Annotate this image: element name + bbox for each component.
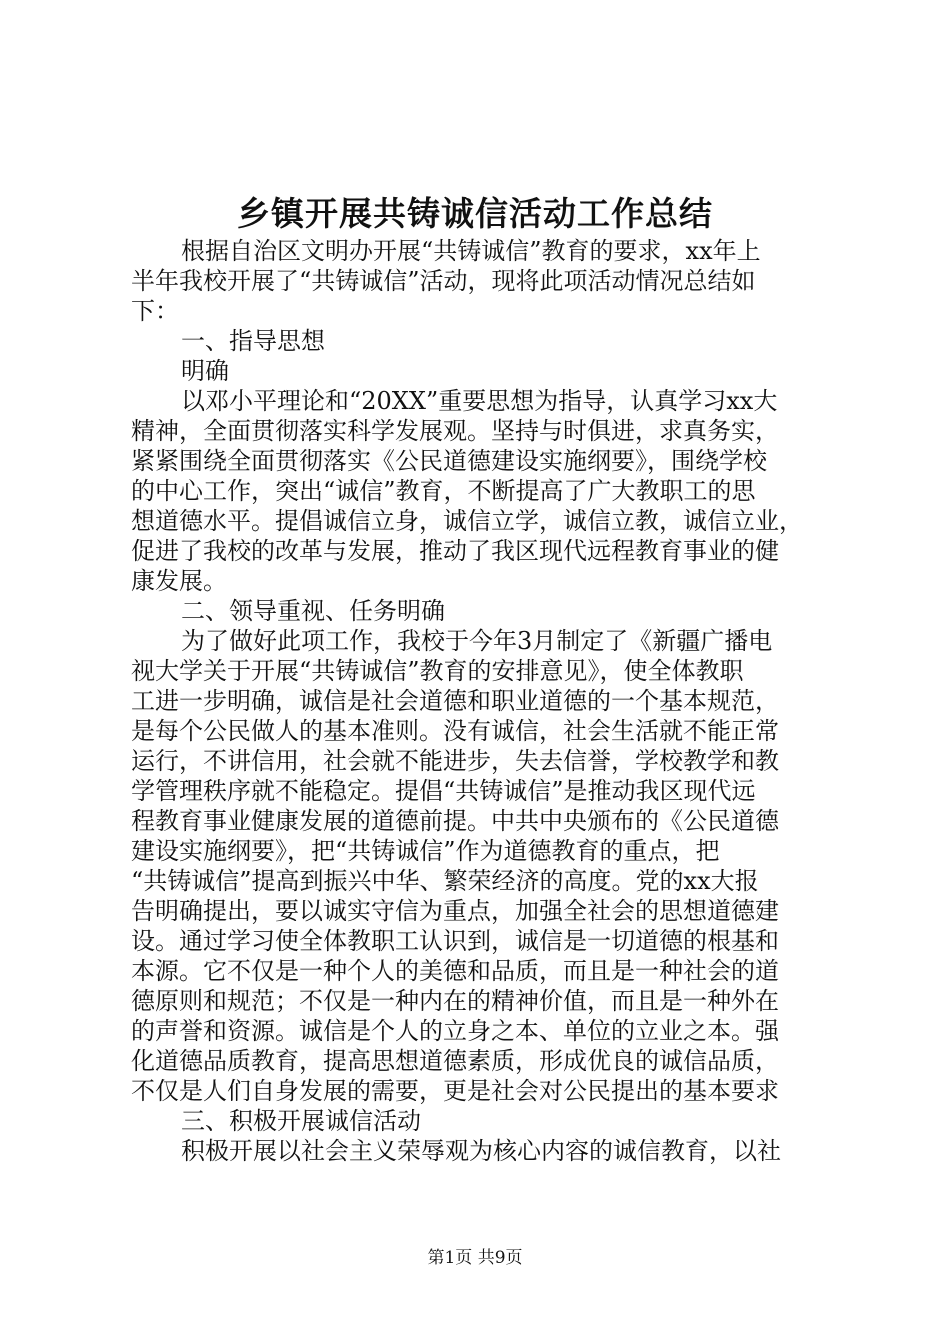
text-line: 是每个公民做人的基本准则。没有诚信，社会生活就不能正常 bbox=[131, 717, 779, 745]
text-line: 化道德品质教育，提高思想道德素质，形成优良的诚信品质， bbox=[131, 1047, 779, 1075]
text-line: 以邓小平理论和“20XX”重要思想为指导，认真学习xx大 bbox=[181, 387, 778, 415]
text-line: 工进一步明确，诚信是社会道德和职业道德的一个基本规范， bbox=[131, 687, 779, 715]
text-line: 根据自治区文明办开展“共铸诚信”教育的要求，xx年上 bbox=[181, 237, 761, 265]
document-body bbox=[131, 236, 831, 1166]
text-line: 视大学关于开展“共铸诚信”教育的安排意见》，使全体教职 bbox=[131, 657, 744, 685]
text-line: 建设实施纲要》，把“共铸诚信”作为道德教育的重点，把 bbox=[131, 837, 720, 865]
text-line: 德原则和规范；不仅是一种内在的精神价值，而且是一种外在 bbox=[131, 987, 779, 1015]
text-line: 康发展。 bbox=[131, 567, 227, 595]
text-line: 学管理秩序就不能稳定。提倡“共铸诚信”是推动我区现代远 bbox=[131, 777, 756, 805]
section-heading: 一、指导思想 bbox=[181, 327, 325, 355]
text-line: 促进了我校的改革与发展，推动了我区现代远程教育事业的健 bbox=[131, 537, 779, 565]
text-line: 不仅是人们自身发展的需要，更是社会对公民提出的基本要求 bbox=[131, 1077, 779, 1105]
text-line: 明确 bbox=[181, 357, 229, 385]
section-heading: 二、领导重视、任务明确 bbox=[181, 597, 445, 625]
text-line: 积极开展以社会主义荣辱观为核心内容的诚信教育，以社 bbox=[181, 1137, 781, 1165]
text-line: 为了做好此项工作，我校于今年3月制定了《新疆广播电 bbox=[181, 627, 773, 655]
document-title: 乡镇开展共铸诚信活动工作总结 bbox=[237, 194, 713, 233]
text-line: 程教育事业健康发展的道德前提。中共中央颁布的《公民道德 bbox=[131, 807, 779, 835]
text-line: 设。通过学习使全体教职工认识到，诚信是一切道德的根基和 bbox=[131, 927, 779, 955]
text-line: 告明确提出，要以诚实守信为重点，加强全社会的思想道德建 bbox=[131, 897, 779, 925]
text-line: 本源。它不仅是一种个人的美德和品质，而且是一种社会的道 bbox=[131, 957, 779, 985]
text-line: 精神，全面贯彻落实科学发展观。坚持与时俱进，求真务实， bbox=[131, 417, 779, 445]
text-line: 运行，不讲信用，社会就不能进步，失去信誉，学校教学和教 bbox=[131, 747, 779, 775]
text-line: 想道德水平。提倡诚信立身，诚信立学，诚信立教，诚信立业， bbox=[131, 507, 803, 535]
page-footer: 第1页 共9页 bbox=[427, 1248, 523, 1268]
text-line: “共铸诚信”提高到振兴中华、繁荣经济的高度。党的xx大报 bbox=[131, 867, 759, 895]
text-line: 紧紧围绕全面贯彻落实《公民道德建设实施纲要》，围绕学校 bbox=[131, 447, 767, 475]
text-line: 半年我校开展了“共铸诚信”活动，现将此项活动情况总结如 bbox=[131, 267, 756, 295]
section-heading: 三、积极开展诚信活动 bbox=[181, 1107, 421, 1135]
text-line: 下： bbox=[131, 297, 179, 325]
text-line: 的声誉和资源。诚信是个人的立身之本、单位的立业之本。强 bbox=[131, 1017, 779, 1045]
text-line: 的中心工作，突出“诚信”教育，不断提高了广大教职工的思 bbox=[131, 477, 756, 505]
